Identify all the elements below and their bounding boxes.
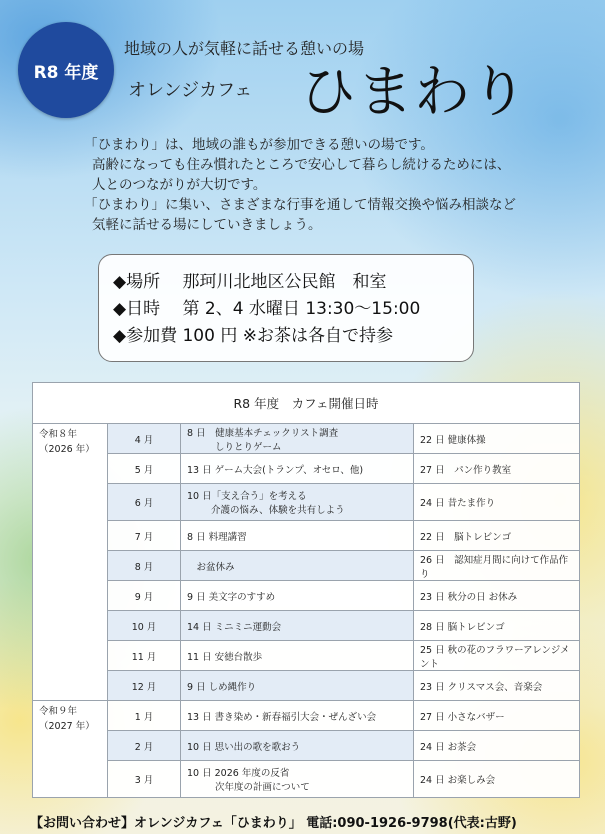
event-second: 22 日 健康体操	[414, 424, 580, 454]
intro-line: 「ひまわり」に集い、さまざまな行事を通して情報交換や悩み相談など	[84, 197, 516, 213]
event-second: 24 日 お楽しみ会	[414, 761, 580, 798]
era-cell-2027: 令和９年 （2027 年）	[33, 701, 108, 798]
year-badge	[18, 22, 114, 118]
intro-text	[84, 135, 594, 235]
month-cell: 2 月	[108, 731, 181, 761]
event-first: 10 日「支え合う」を考える 介護の悩み、体験を共有しよう	[181, 484, 414, 521]
event-first: 9 日 美文字のすすめ	[181, 581, 414, 611]
event-first: 11 日 安徳台散歩	[181, 641, 414, 671]
schedule-table	[32, 382, 580, 798]
month-cell: 11 月	[108, 641, 181, 671]
event-second: 28 日 脳トレビンゴ	[414, 611, 580, 641]
month-cell: 12 月	[108, 671, 181, 701]
intro-line: 高齢になっても住み慣れたところで安心して暮らし続けるためには、	[92, 157, 511, 173]
event-second: 27 日 パン作り教室	[414, 454, 580, 484]
era-cell-2026: 令和８年 （2026 年）	[33, 424, 108, 701]
cafe-name: オレンジカフェ	[128, 80, 253, 101]
event-second: 22 日 脳トレビンゴ	[414, 521, 580, 551]
month-cell: 3 月	[108, 761, 181, 798]
event-first: 9 日 しめ縄作り	[181, 671, 414, 701]
year-badge-label: R8 年度	[33, 62, 99, 83]
event-second: 27 日 小さなバザー	[414, 701, 580, 731]
event-first: お盆休み	[181, 551, 414, 581]
intro-line: 「ひまわり」は、地域の誰もが参加できる憩いの場です。	[84, 137, 434, 153]
subtitle: 地域の人が気軽に話せる憩いの場	[124, 39, 365, 58]
info-fee: ◆参加費 100 円 ※お茶は各自で持参	[113, 326, 393, 346]
month-cell: 7 月	[108, 521, 181, 551]
month-cell: 8 月	[108, 551, 181, 581]
month-cell: 1 月	[108, 701, 181, 731]
month-cell: 6 月	[108, 484, 181, 521]
event-first: 14 日 ミニミニ運動会	[181, 611, 414, 641]
intro-line: 気軽に話せる場にしていきましょう。	[92, 217, 322, 233]
event-first: 13 日 書き染め・新春福引大会・ぜんざい会	[181, 701, 414, 731]
event-second: 25 日 秋の花のフラワーアレンジメント	[414, 641, 580, 671]
event-second: 24 日 お茶会	[414, 731, 580, 761]
event-second: 26 日 認知症月間に向けて作品作り	[414, 551, 580, 581]
month-cell: 5 月	[108, 454, 181, 484]
event-first: 13 日 ゲーム大会(トランプ、オセロ、他)	[181, 454, 414, 484]
intro-line: 人とのつながりが大切です。	[92, 177, 267, 193]
info-place: ◆場所 那珂川北地区公民館 和室	[113, 272, 387, 292]
event-second: 23 日 秋分の日 お休み	[414, 581, 580, 611]
page-title: ひまわり	[300, 60, 528, 125]
month-cell: 4 月	[108, 424, 181, 454]
event-first: 10 日 2026 年度の反省 次年度の計画について	[181, 761, 414, 798]
schedule-caption: R8 年度 カフェ開催日時	[33, 383, 580, 424]
contact-info: 【お問い合わせ】オレンジカフェ「ひまわり」 電話:090-1926-9798(代表:古野)	[30, 816, 517, 831]
info-datetime: ◆日時 第 2、4 水曜日 13:30～15:00	[113, 299, 421, 319]
event-second: 23 日 クリスマス会、音楽会	[414, 671, 580, 701]
event-second: 24 日 昔たま作り	[414, 484, 580, 521]
info-box	[98, 254, 474, 362]
event-first: 8 日 健康基本チェックリスト調査 しりとりゲーム	[181, 424, 414, 454]
month-cell: 10 月	[108, 611, 181, 641]
event-first: 8 日 料理講習	[181, 521, 414, 551]
event-first: 10 日 思い出の歌を歌おう	[181, 731, 414, 761]
month-cell: 9 月	[108, 581, 181, 611]
